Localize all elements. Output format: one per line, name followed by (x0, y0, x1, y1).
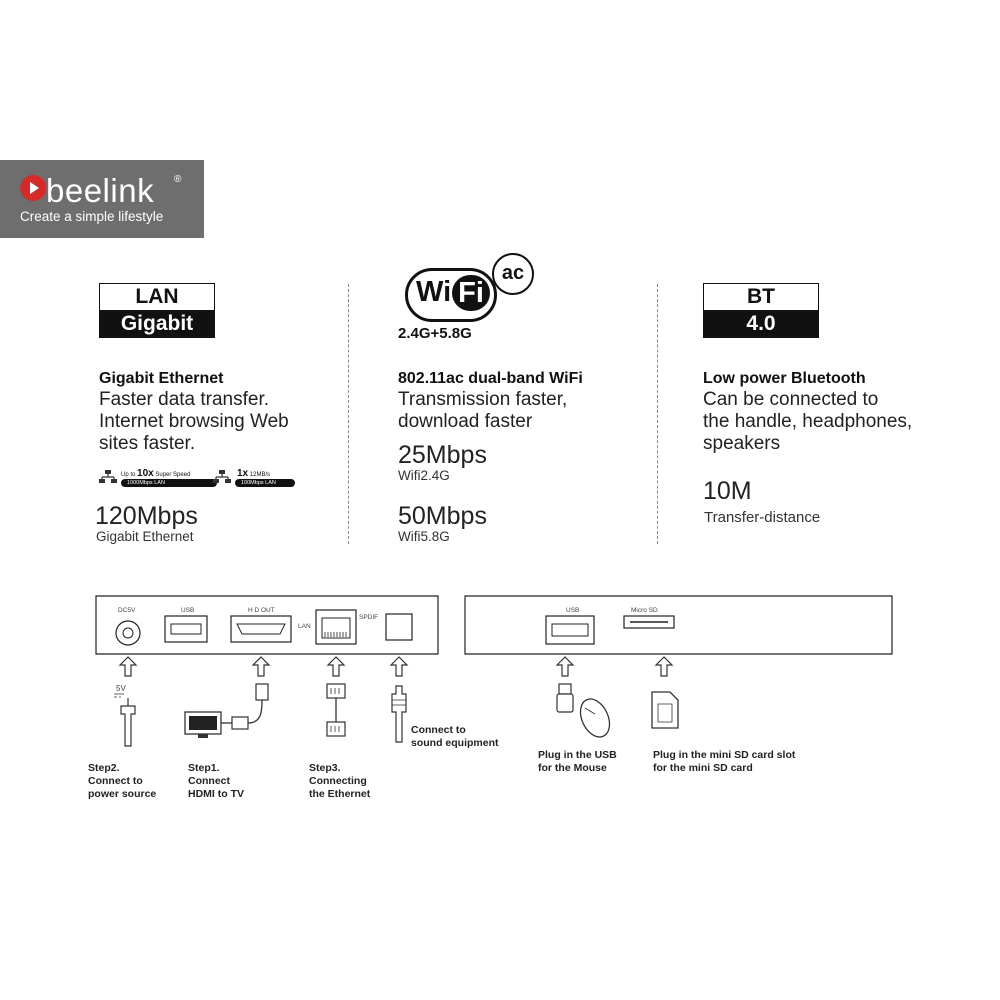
wifi-ac-badge: ac (492, 253, 534, 295)
bt-range-value: 10M (703, 477, 752, 505)
wifi-description (398, 389, 567, 433)
wifi24-speed-value: 25Mbps (398, 441, 487, 469)
brand-tagline: Create a simple lifestyle (20, 209, 164, 224)
speed-suffix: 12MB/s (249, 472, 271, 478)
lan-desc-line: Internet browsing Web (99, 411, 289, 432)
bt-desc-line: the handle, headphones, (703, 411, 913, 432)
bt-badge (703, 283, 819, 338)
up-arrow-icon (328, 657, 344, 676)
usb-dongle-icon (559, 684, 571, 694)
side-panel-device (465, 596, 892, 654)
wifi-desc-line: download faster (398, 411, 533, 432)
mouse-icon (575, 694, 615, 741)
sound-label: Connect to sound equipment (411, 724, 499, 749)
speed-suffix: Super Speed (155, 472, 191, 478)
port-label-hdmi: H D OUT (248, 607, 275, 614)
wifi-logo-wi: Wi (416, 276, 452, 308)
registered-mark: ® (174, 174, 182, 185)
ethernet-plug-icon (327, 722, 345, 736)
lan-description (99, 389, 289, 455)
step2-label: Step2. Connect to power source (88, 762, 157, 800)
wifi58-speed-value: 50Mbps (398, 502, 487, 530)
bt-badge-bottom: 4.0 (704, 310, 818, 337)
network-icon (213, 470, 231, 484)
up-arrow-icon (557, 657, 573, 676)
optical-plug-icon (392, 686, 406, 742)
port-label-usb-side: USB (566, 607, 580, 614)
hdmi-plug-icon (232, 717, 248, 729)
ethernet-plug-icon (327, 684, 345, 698)
bt-desc-line: Can be connected to (703, 389, 879, 410)
step3-label: Step3. Connecting the Ethernet (309, 762, 371, 800)
speed-bar-1000: 1000Mbps LAN (121, 479, 217, 487)
hdmi-plug-icon (256, 684, 268, 700)
network-icon (99, 470, 117, 484)
column-divider (657, 284, 658, 544)
sd-label: Plug in the mini SD card slot for the mini SD card (653, 749, 796, 774)
wifi-title: 802.11ac dual-band WiFi (398, 370, 583, 387)
brand-logo-box (0, 160, 204, 238)
play-mark-icon (20, 175, 46, 201)
bt-title: Low power Bluetooth (703, 370, 866, 387)
up-arrow-icon (391, 657, 407, 676)
bt-badge-top: BT (747, 285, 775, 308)
wifi58-caption: Wifi5.8G (398, 529, 450, 544)
dc-plug-icon (121, 706, 135, 746)
port-label-lan: LAN (298, 623, 311, 630)
up-arrow-icon (253, 657, 269, 676)
wifi24-caption: Wifi2.4G (398, 468, 450, 483)
bt-description (703, 389, 912, 455)
column-divider (348, 284, 349, 544)
brand-name: beelink (46, 172, 155, 209)
wifi-logo (405, 268, 497, 322)
up-arrow-icon (656, 657, 672, 676)
bt-range-caption: Transfer-distance (704, 509, 821, 526)
wifi-desc-line: Transmission faster, (398, 389, 568, 410)
port-label-microsd: Micro SD (631, 607, 658, 614)
mouse-label: Plug in the USB for the Mouse (538, 749, 617, 774)
up-arrow-icon (120, 657, 136, 676)
step1-label: Step1. Connect HDMI to TV (188, 762, 244, 800)
speed-prefix: Up to (121, 472, 136, 478)
lan-speed-value: 120Mbps (95, 502, 198, 530)
port-label-dc: DC5V (118, 607, 136, 614)
lan-title: Gigabit Ethernet (99, 370, 224, 387)
wifi-logo-fi: Fi (452, 275, 490, 311)
voltage-label: 5V (116, 684, 126, 693)
lan-badge (99, 283, 215, 338)
speed-multiplier: 1x (237, 468, 249, 479)
port-label-spdif: SPDIF (359, 614, 379, 621)
wifi-bands: 2.4G+5.8G (398, 325, 472, 342)
lan-desc-line: Faster data transfer. (99, 389, 270, 410)
speed-bar-100: 100Mbps LAN (235, 479, 295, 487)
lan-speed-caption: Gigabit Ethernet (96, 529, 194, 544)
spdif-port-icon (386, 614, 412, 640)
port-label-usb: USB (181, 607, 195, 614)
lan-desc-line: sites faster. (99, 433, 196, 454)
speed-multiplier: 10x (137, 468, 154, 479)
bt-desc-line: speakers (703, 433, 781, 454)
lan-badge-top: LAN (135, 285, 179, 308)
lan-badge-bottom: Gigabit (100, 310, 214, 337)
sd-card-icon (652, 692, 678, 728)
